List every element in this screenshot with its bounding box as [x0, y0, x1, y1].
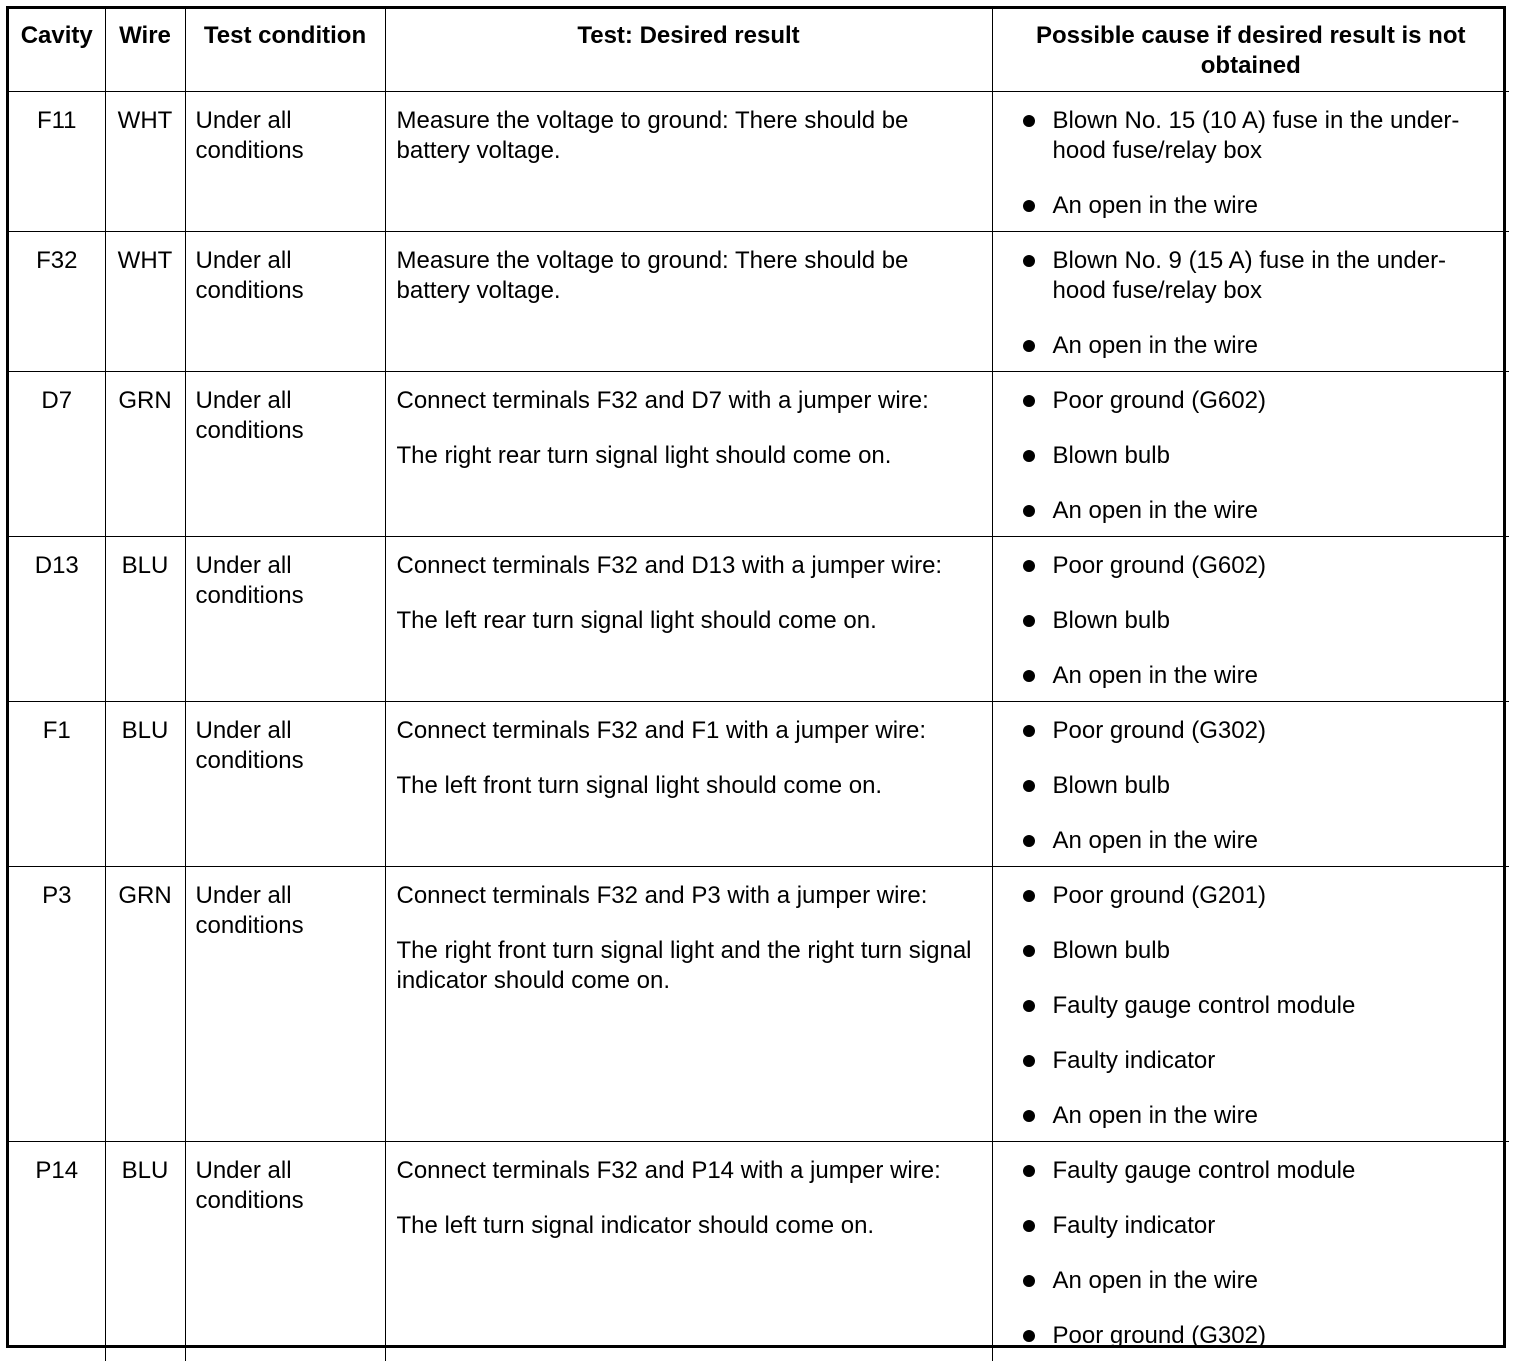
header-possible-cause: Possible cause if desired result is not obtained	[992, 9, 1509, 92]
cause-list	[1023, 551, 1500, 691]
cavity-cell: P14	[9, 1142, 105, 1361]
possible-cause-cell	[992, 1142, 1509, 1361]
cause-list-item	[1023, 1321, 1500, 1351]
cause-list-item	[1023, 826, 1500, 856]
cause-list-item	[1023, 991, 1500, 1021]
cause-text: Poor ground (G302)	[1053, 717, 1266, 744]
test-condition-cell: Under all conditions	[185, 867, 385, 1142]
cause-text: An open in the wire	[1053, 1267, 1258, 1294]
test-condition-cell: Under all conditions	[185, 92, 385, 232]
cause-text: Poor ground (G602)	[1053, 387, 1266, 414]
table-row	[9, 372, 1509, 537]
cause-text: An open in the wire	[1053, 662, 1258, 689]
bullet-icon	[1023, 890, 1035, 902]
cavity-cell: F32	[9, 232, 105, 372]
cause-list-item	[1023, 1101, 1500, 1131]
table-body	[9, 92, 1509, 1361]
cause-list-item	[1023, 881, 1500, 911]
wire-color-cell: WHT	[105, 232, 185, 372]
cause-text: An open in the wire	[1053, 332, 1258, 359]
cause-text: Blown bulb	[1053, 607, 1170, 634]
possible-cause-cell	[992, 702, 1509, 867]
connector-test-table	[9, 9, 1509, 1361]
cause-text: Faulty indicator	[1053, 1047, 1216, 1074]
cause-text: Faulty gauge control module	[1053, 1157, 1356, 1184]
desired-result-cell	[385, 372, 992, 537]
table-row	[9, 867, 1509, 1142]
desired-result-text: Connect terminals F32 and P14 with a jumper wire:	[397, 1156, 980, 1186]
desired-result-cell	[385, 1142, 992, 1361]
desired-result-text: The left turn signal indicator should come on.	[397, 1211, 980, 1241]
desired-result-text: Measure the voltage to ground: There should be battery voltage.	[397, 106, 980, 166]
desired-result-text: Connect terminals F32 and D7 with a jumper wire:	[397, 386, 980, 416]
cause-list-item	[1023, 441, 1500, 471]
bullet-icon	[1023, 505, 1035, 517]
desired-result-text: Connect terminals F32 and P3 with a jumper wire:	[397, 881, 980, 911]
cavity-cell: D7	[9, 372, 105, 537]
cause-list-item	[1023, 386, 1500, 416]
cause-text: Blown bulb	[1053, 772, 1170, 799]
cause-list	[1023, 1156, 1500, 1351]
cause-list-item	[1023, 716, 1500, 746]
wire-color-cell: BLU	[105, 702, 185, 867]
bullet-icon	[1023, 945, 1035, 957]
test-condition-cell: Under all conditions	[185, 372, 385, 537]
bullet-icon	[1023, 670, 1035, 682]
cause-list-item	[1023, 1046, 1500, 1076]
bullet-icon	[1023, 450, 1035, 462]
cause-list-item	[1023, 1156, 1500, 1186]
desired-result-cell	[385, 537, 992, 702]
bullet-icon	[1023, 1330, 1035, 1342]
cause-text: Poor ground (G602)	[1053, 552, 1266, 579]
wire-color-cell: GRN	[105, 372, 185, 537]
bullet-icon	[1023, 1000, 1035, 1012]
bullet-icon	[1023, 340, 1035, 352]
header-desired-result: Test: Desired result	[385, 9, 992, 92]
cause-list	[1023, 386, 1500, 526]
header-wire: Wire	[105, 9, 185, 92]
desired-result-text: Measure the voltage to ground: There should be battery voltage.	[397, 246, 980, 306]
cause-text: An open in the wire	[1053, 497, 1258, 524]
test-table-container	[6, 6, 1506, 1348]
cavity-cell: P3	[9, 867, 105, 1142]
cause-text: Faulty indicator	[1053, 1212, 1216, 1239]
desired-result-text: Connect terminals F32 and D13 with a jumper wire:	[397, 551, 980, 581]
desired-result-cell	[385, 702, 992, 867]
possible-cause-cell	[992, 372, 1509, 537]
table-row	[9, 1142, 1509, 1361]
cavity-cell: F11	[9, 92, 105, 232]
cause-text: Poor ground (G302)	[1053, 1322, 1266, 1349]
cause-list	[1023, 246, 1500, 361]
bullet-icon	[1023, 1220, 1035, 1232]
cause-list-item	[1023, 331, 1500, 361]
desired-result-text: The right rear turn signal light should come on.	[397, 441, 980, 471]
desired-result-cell	[385, 92, 992, 232]
cause-text: An open in the wire	[1053, 192, 1258, 219]
desired-result-text: The right front turn signal light and the right turn signal indicator should come on.	[397, 936, 980, 996]
test-condition-cell: Under all conditions	[185, 537, 385, 702]
cavity-cell: D13	[9, 537, 105, 702]
cause-text: Poor ground (G201)	[1053, 882, 1266, 909]
cause-list	[1023, 881, 1500, 1131]
bullet-icon	[1023, 1165, 1035, 1177]
cause-text: An open in the wire	[1053, 1102, 1258, 1129]
wire-color-cell: WHT	[105, 92, 185, 232]
possible-cause-cell	[992, 232, 1509, 372]
cause-list-item	[1023, 496, 1500, 526]
bullet-icon	[1023, 115, 1035, 127]
desired-result-text: The left rear turn signal light should come on.	[397, 606, 980, 636]
table-row	[9, 232, 1509, 372]
bullet-icon	[1023, 1275, 1035, 1287]
cause-text: Blown bulb	[1053, 937, 1170, 964]
bullet-icon	[1023, 395, 1035, 407]
table-row	[9, 537, 1509, 702]
possible-cause-cell	[992, 867, 1509, 1142]
cause-text: Blown bulb	[1053, 442, 1170, 469]
cavity-cell: F1	[9, 702, 105, 867]
wire-color-cell: BLU	[105, 1142, 185, 1361]
cause-list-item	[1023, 246, 1500, 306]
bullet-icon	[1023, 835, 1035, 847]
bullet-icon	[1023, 615, 1035, 627]
cause-list-item	[1023, 191, 1500, 221]
cause-text: Blown No. 9 (15 A) fuse in the under-hood fuse/relay box	[1053, 247, 1447, 304]
bullet-icon	[1023, 200, 1035, 212]
desired-result-cell	[385, 232, 992, 372]
table-row	[9, 92, 1509, 232]
table-row	[9, 702, 1509, 867]
desired-result-text: Connect terminals F32 and F1 with a jumper wire:	[397, 716, 980, 746]
cause-list-item	[1023, 661, 1500, 691]
wire-color-cell: BLU	[105, 537, 185, 702]
bullet-icon	[1023, 560, 1035, 572]
bullet-icon	[1023, 255, 1035, 267]
bullet-icon	[1023, 1110, 1035, 1122]
cause-list-item	[1023, 106, 1500, 166]
test-condition-cell: Under all conditions	[185, 702, 385, 867]
cause-list-item	[1023, 1266, 1500, 1296]
cause-list	[1023, 716, 1500, 856]
bullet-icon	[1023, 1055, 1035, 1067]
header-row	[9, 9, 1509, 92]
cause-text: Faulty gauge control module	[1053, 992, 1356, 1019]
cause-list-item	[1023, 606, 1500, 636]
possible-cause-cell	[992, 92, 1509, 232]
header-cavity: Cavity	[9, 9, 105, 92]
possible-cause-cell	[992, 537, 1509, 702]
desired-result-text: The left front turn signal light should come on.	[397, 771, 980, 801]
cause-list	[1023, 106, 1500, 221]
cause-list-item	[1023, 1211, 1500, 1241]
bullet-icon	[1023, 780, 1035, 792]
bullet-icon	[1023, 725, 1035, 737]
cause-list-item	[1023, 551, 1500, 581]
cause-list-item	[1023, 771, 1500, 801]
desired-result-cell	[385, 867, 992, 1142]
test-condition-cell: Under all conditions	[185, 232, 385, 372]
wire-color-cell: GRN	[105, 867, 185, 1142]
test-condition-cell: Under all conditions	[185, 1142, 385, 1361]
cause-text: Blown No. 15 (10 A) fuse in the under-hood fuse/relay box	[1053, 107, 1460, 164]
cause-list-item	[1023, 936, 1500, 966]
header-test-condition: Test condition	[185, 9, 385, 92]
cause-text: An open in the wire	[1053, 827, 1258, 854]
